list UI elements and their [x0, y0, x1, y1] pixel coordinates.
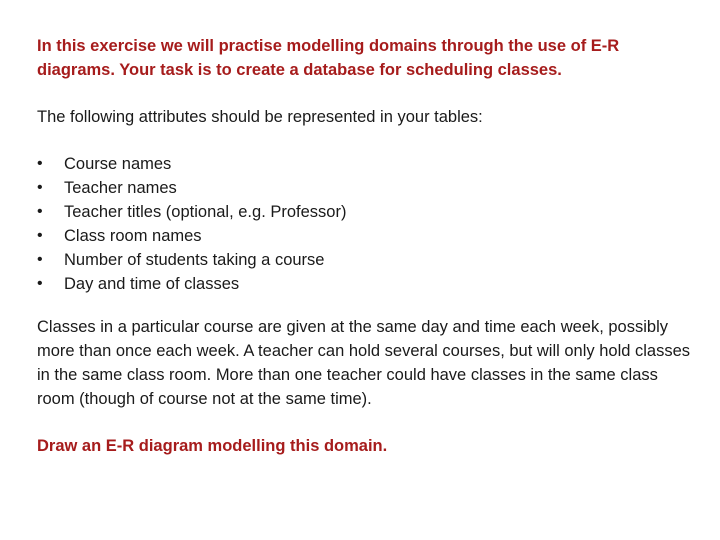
attribute-label: Course names [64, 155, 172, 173]
attribute-label: Teacher titles (optional, e.g. Professor) [64, 203, 347, 221]
attribute-label: Day and time of classes [64, 275, 240, 293]
attribute-list [37, 152, 697, 296]
bullet-icon: • [37, 275, 43, 292]
attribute-label: Teacher names [64, 179, 177, 197]
slide-content [37, 34, 697, 458]
attribute-item [37, 152, 697, 176]
attribute-item [37, 224, 697, 248]
bullet-icon: • [37, 227, 43, 244]
attributes-lead: The following attributes should be represented in your tables: [37, 108, 483, 126]
description-paragraph: Classes in a particular course are given at the same day and time each week, possibly more than once each week. A teacher can hold several courses, but will only hold classes in the same class room. More than one teacher could have classes in the same class room (though of course not at the same time). [37, 318, 691, 408]
bullet-icon: • [37, 179, 43, 196]
attribute-label: Number of students taking a course [64, 251, 325, 269]
attribute-item [37, 272, 697, 296]
intro-text: In this exercise we will practise modelling domains through the use of E-R diagrams. Your task is to create a database for scheduling classes. [37, 37, 620, 79]
attribute-label: Class room names [64, 227, 202, 245]
bullet-icon: • [37, 155, 43, 172]
attribute-item [37, 200, 697, 224]
attribute-item [37, 248, 697, 272]
attribute-item [37, 176, 697, 200]
bullet-icon: • [37, 251, 43, 268]
bullet-icon: • [37, 203, 43, 220]
task-instruction: Draw an E-R diagram modelling this domain. [37, 437, 388, 455]
